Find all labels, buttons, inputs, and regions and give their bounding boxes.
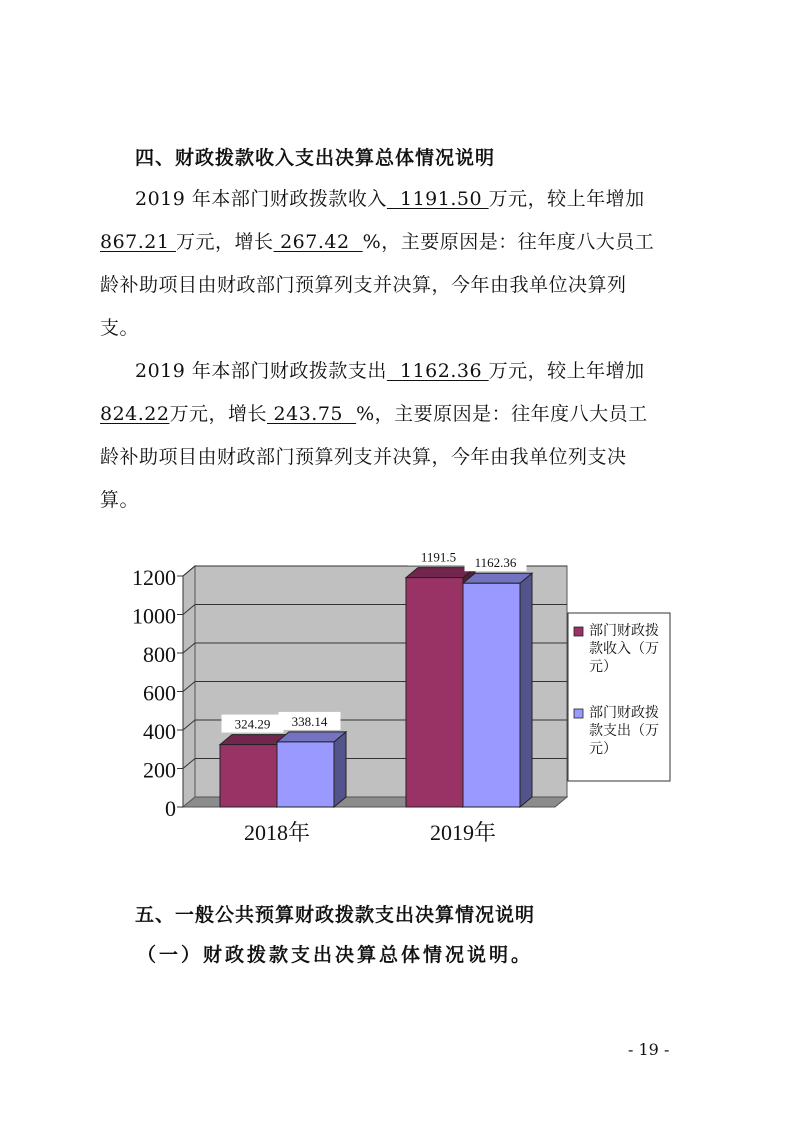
p1-line2: 867.21 万元，增长 267.42 %，主要原因是：往年度八大员工	[100, 231, 655, 253]
x-tick-label: 2019年	[429, 820, 497, 845]
y-tick-label: 1200	[132, 565, 176, 590]
bar-部门财政拨款收入（万元）-2018年	[220, 745, 277, 807]
y-tick-label: 0	[165, 796, 176, 821]
bar-部门财政拨款支出（万元）-2019年	[463, 583, 520, 807]
bar-部门财政拨款收入（万元）-2019年	[406, 578, 463, 807]
p1-line4: 支。	[100, 317, 140, 339]
section5-subheading: （一）财政拨款支出决算总体情况说明。	[137, 944, 534, 966]
legend-swatch	[574, 627, 583, 636]
y-tick-label: 1000	[132, 603, 176, 629]
p2-line4: 算。	[100, 489, 140, 511]
y-tick-label: 600	[143, 680, 176, 706]
legend-label: 元）	[589, 741, 617, 757]
legend-label: 款收入（万	[589, 641, 659, 657]
p2-line3: 龄补助项目由财政部门预算列支并决算，今年由我单位列支决	[100, 446, 627, 468]
y-tick-label: 800	[143, 642, 176, 667]
bar-top	[463, 573, 532, 583]
y-tick-label: 400	[143, 719, 176, 744]
p2-line2: 824.22万元，增长 243.75 %，主要原因是：往年度八大员工	[100, 403, 648, 425]
legend-label: 部门财政拨	[589, 623, 659, 639]
p1-line1: 2019 年本部门财政拨款收入 1191.50 万元，较上年增加	[135, 188, 645, 210]
data-label: 1191.5	[420, 549, 457, 565]
legend-label: 款支出（万	[589, 723, 659, 739]
bar-side	[520, 573, 532, 807]
section5-heading: 五、一般公共预算财政拨款支出决算情况说明	[135, 904, 536, 926]
legend-swatch	[574, 709, 583, 718]
section4-heading: 四、财政拨款收入支出决算总体情况说明	[135, 147, 496, 169]
p1-line3: 龄补助项目由财政部门预算列支并决算，今年由我单位决算列	[100, 274, 627, 296]
legend-label: 元）	[589, 659, 617, 675]
legend-label: 部门财政拨	[589, 705, 659, 721]
bar-side	[334, 732, 346, 807]
bar-top	[277, 732, 346, 742]
y-tick-label: 200	[143, 757, 176, 783]
bar-部门财政拨款支出（万元）-2018年	[277, 742, 334, 807]
data-label: 324.29	[234, 716, 271, 732]
data-label: 338.14	[291, 713, 328, 729]
p2-line1: 2019 年本部门财政拨款支出 1162.36 万元，较上年增加	[135, 360, 645, 382]
page-number: - 19 -	[628, 1040, 670, 1059]
x-tick-label: 2018年	[243, 820, 311, 845]
data-label: 1162.36	[474, 555, 517, 571]
bar-chart	[100, 545, 700, 855]
